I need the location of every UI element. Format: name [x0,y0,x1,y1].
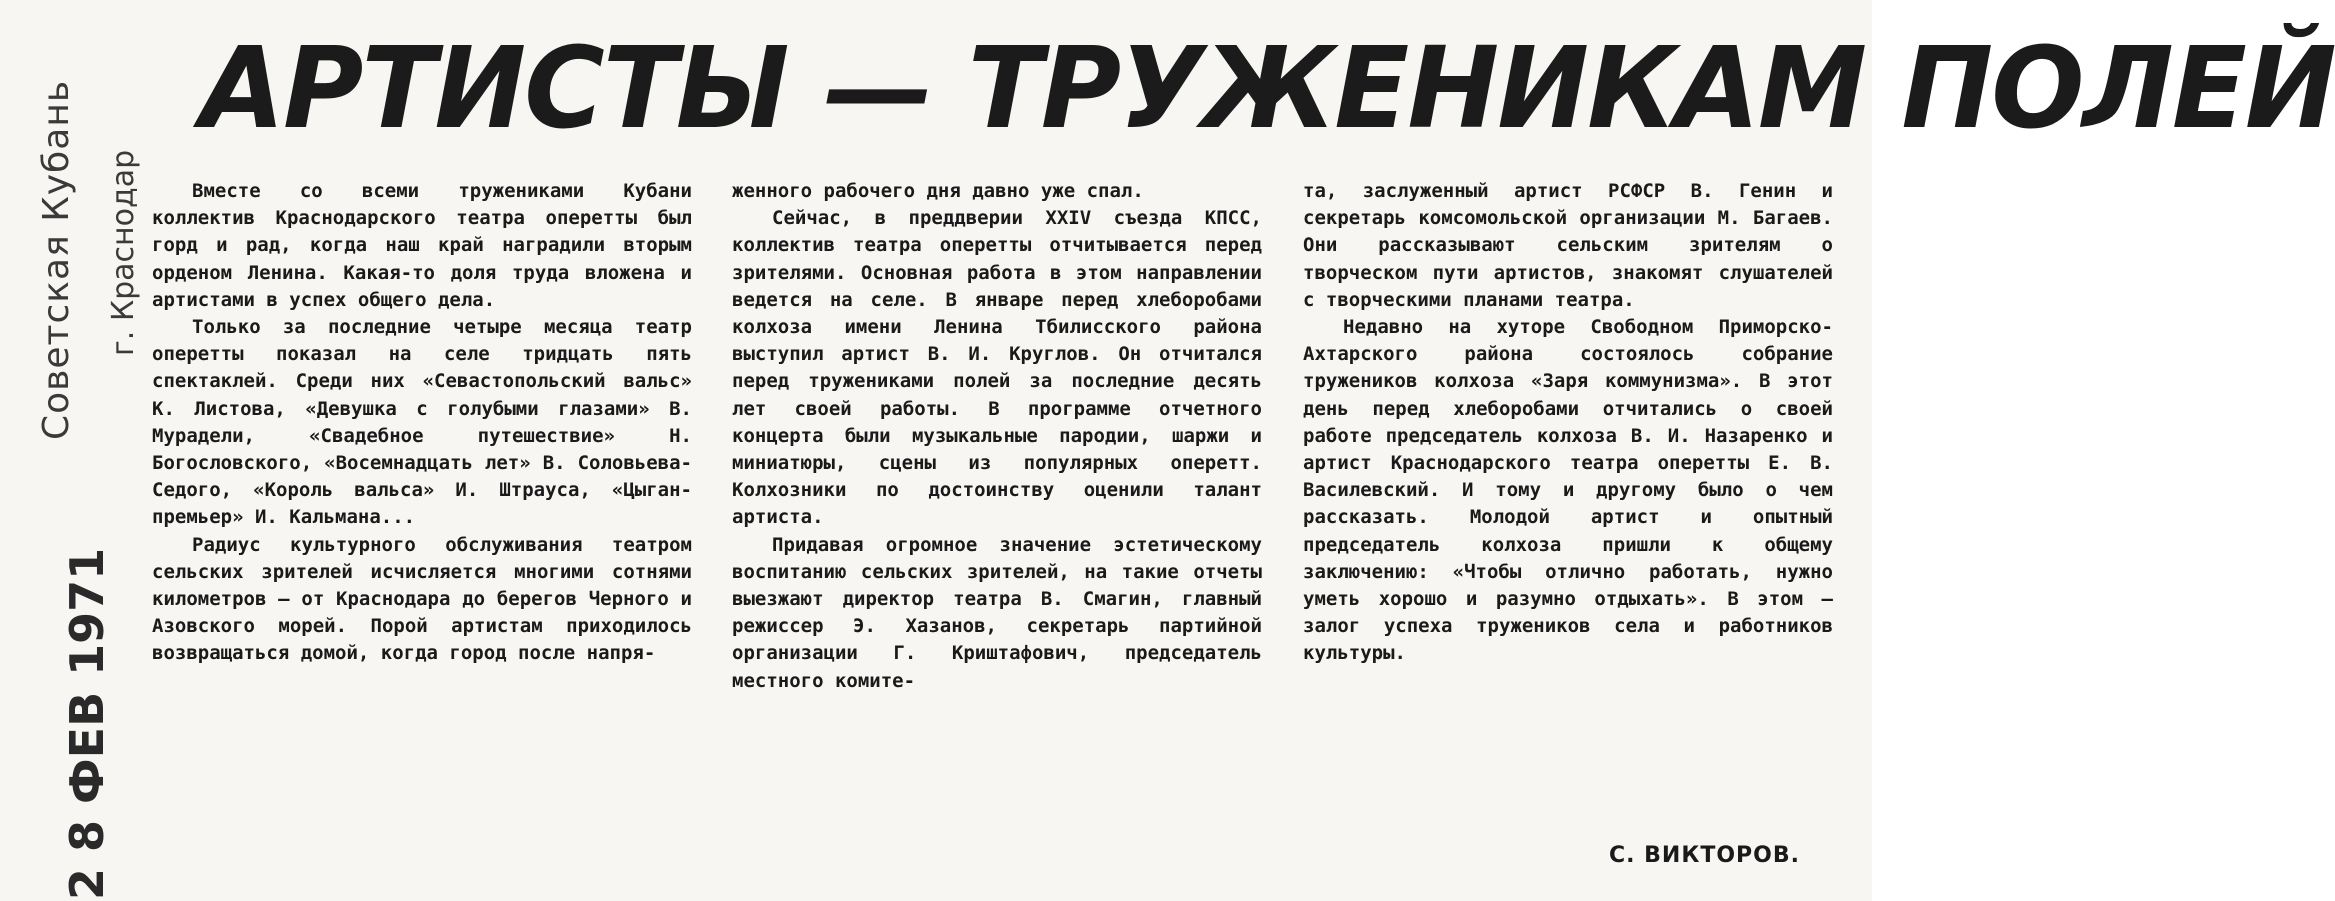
article-column-2 [732,178,1262,695]
stamp-city: г. Краснодар [106,150,141,357]
paragraph: женного рабочего дня давно уже спал. [732,180,1144,202]
article-column-1 [152,178,692,668]
paragraph: Только за последние четыре месяца театр оперетты показал на селе тридцать пять спектаклей. Среди них «Севастопольский вальс» К. Листова, «Девушка с голубыми глазами» В. Мурадели, «Свадебное путешествие» Н. Богословского, «Восемнадцать лет» В. Соловьева-Седого, «Король вальса» И. Штрауса, «Цыган-премьер» И. Кальмана... [152,316,692,529]
article-headline: АРТИСТЫ — ТРУЖЕНИКАМ ПОЛЕЙ [200,24,2335,154]
paragraph: Недавно на хуторе Свободном Приморско-Ахтарского района состоялось собрание тружеников колхоза «Заря коммунизма». В этот день перед хлеборобами отчитались о своей работе председатель колхоза В. И. Назаренко и артист Краснодарского театра оперетты Е. В. Василевский. И тому и другому было о чем рассказать. Молодой артист и опытный председатель колхоза пришли к общему заключению: «Чтобы отлично работать, нужно уметь хорошо и разумно отдыхать». В этом — залог успеха тружеников села и работников культуры. [1303,316,1833,665]
stamp-date: 2 8 ФЕВ 1971 [60,547,114,900]
paragraph: Придавая огромное значение эстетическому воспитанию сельских зрителей, на такие отчеты выезжают директор театра В. Смагин, главный режиссер Э. Хазанов, секретарь партийной организации Г. Криштафович, председатель местного комите- [732,533,1262,692]
paragraph: Радиус культурного обслуживания театром сельских зрителей исчисляется многими сотнями километров — от Краснодара до берегов Черного и Азовского морей. Порой артистам приходилось возвращаться домой, когда город после напря- [152,533,692,665]
paragraph: та, заслуженный артист РСФСР В. Генин и секретарь комсомольской организации М. Багаев. Они рассказывают сельским зрителям о творческом пути артистов, знакомят слушателей с творческими планами театра. [1303,180,1833,311]
paragraph: Вместе со всеми тружениками Кубани коллектив Краснодарского театра оперетты был горд и рад, когда наш край наградили вторым орденом Ленина. Какая-то доля труда вложена и артистами в успех общего дела. [152,180,692,311]
stamp-newspaper-name: Советская Кубань [36,80,77,441]
paragraph: Сейчас, в преддверии XXIV съезда КПСС, коллектив театра оперетты отчитывается перед зрителями. Основная работа в этом направлении ведется на селе. В январе перед хлеборобами колхоза имени Ленина Тбилисского района выступил артист В. И. Круглов. Он отчитался перед тружениками полей за последние десять лет своей работы. В программе отчетного концерта были музыкальные пародии, шаржи и миниатюры, сцены из популярных оперетт. Колхозники по достоинству оценили талант артиста. [732,207,1262,529]
article-column-3 [1303,178,1833,668]
author-signature: С. ВИКТОРОВ. [1609,843,1800,868]
archive-stamp [10,70,160,900]
